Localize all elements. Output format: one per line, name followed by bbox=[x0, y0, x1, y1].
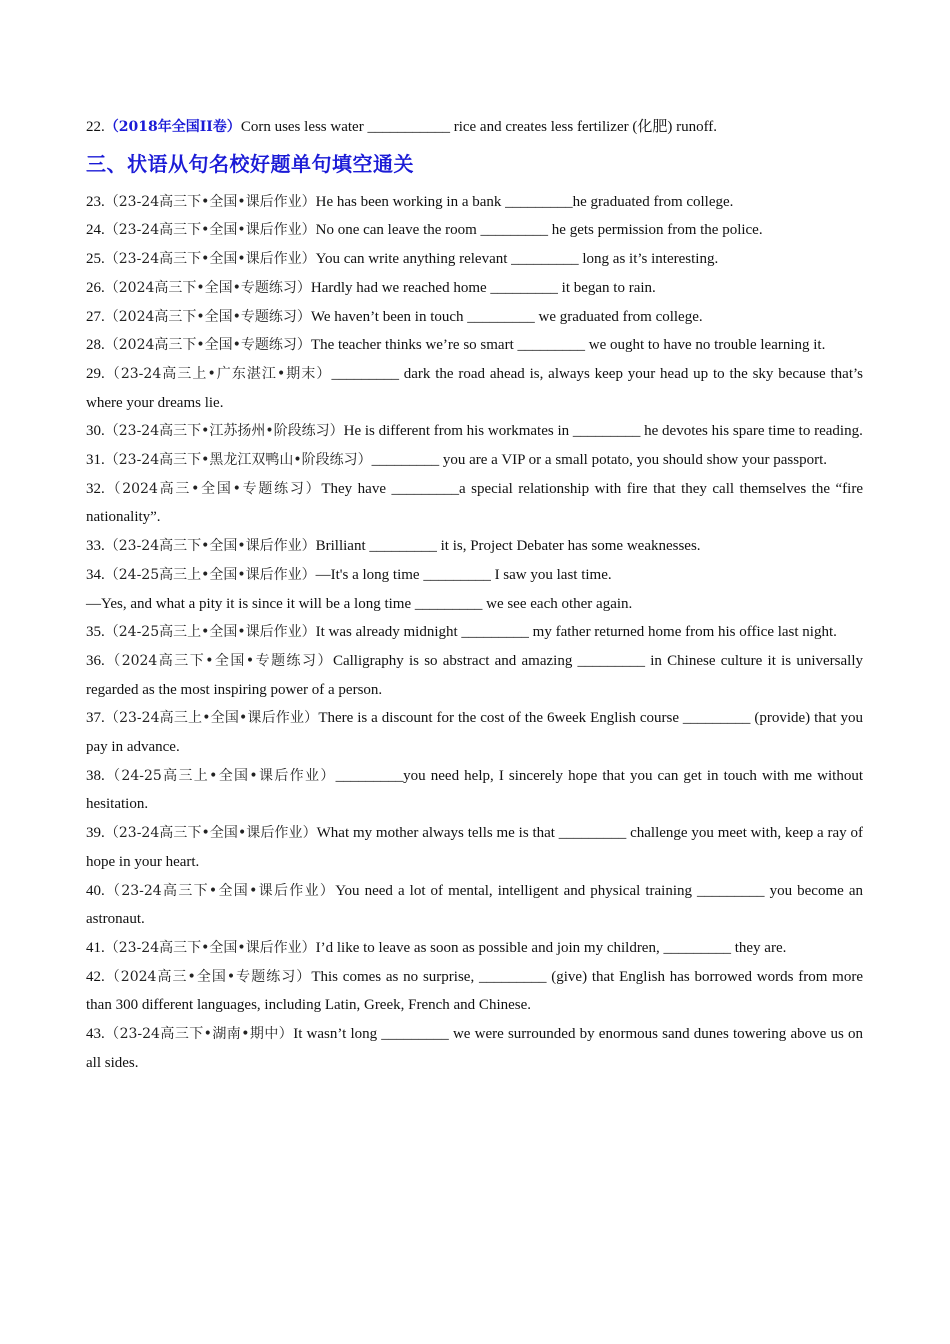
question-39 bbox=[86, 819, 863, 876]
question-text: Brilliant _________ it is, Project Debater has some weaknesses. bbox=[315, 538, 701, 555]
question-number: 39. bbox=[86, 825, 105, 842]
question-37 bbox=[86, 704, 863, 761]
question-number: 22. bbox=[86, 119, 105, 135]
question-source: （24-25高三上•全国•课后作业） bbox=[104, 767, 336, 784]
question-43 bbox=[86, 1020, 863, 1077]
question-29 bbox=[86, 360, 863, 417]
question-34 bbox=[86, 561, 863, 590]
question-text: Calligraphy is so abstract and amazing _________ in Chinese culture it is universally regarded as the most inspiring power of a person. bbox=[86, 652, 863, 698]
question-source: （23-24高三下•江苏扬州•阶段练习） bbox=[104, 423, 344, 440]
question-34-reply bbox=[86, 590, 863, 619]
question-source: （23-24高三下•湖南•期中） bbox=[104, 1026, 294, 1043]
question-31 bbox=[86, 446, 863, 475]
question-text: —It's a long time _________ I saw you last time. bbox=[315, 566, 612, 583]
question-number: 26. bbox=[86, 279, 105, 296]
question-32 bbox=[86, 475, 863, 532]
question-text: What my mother always tells me is that _________ challenge you meet with, keep a ray of hope in your heart. bbox=[86, 825, 863, 870]
question-number: 30. bbox=[86, 423, 105, 440]
document-page bbox=[86, 113, 863, 1078]
question-number: 37. bbox=[86, 710, 105, 727]
question-27 bbox=[86, 303, 863, 332]
question-number: 28. bbox=[86, 337, 105, 354]
question-text: I’d like to leave as soon as possible and join my children, _________ they are. bbox=[315, 939, 787, 956]
question-text: You need a lot of mental, intelligent and physical training _________ you become an astronaut. bbox=[86, 882, 864, 928]
question-text: You can write anything relevant _________ long as it’s interesting. bbox=[315, 251, 719, 268]
question-text: _________ you are a VIP or a small potato, you should show your passport. bbox=[371, 452, 827, 469]
question-source: （2024高三•全国•专题练习） bbox=[104, 480, 322, 497]
question-text: It wasn’t long _________ we were surrounded by enormous sand dunes towering above us on all sides. bbox=[86, 1026, 863, 1071]
question-source: （24-25高三上•全国•课后作业） bbox=[104, 624, 316, 641]
question-number: 32. bbox=[86, 480, 105, 497]
question-40 bbox=[86, 877, 863, 934]
question-number: 34. bbox=[86, 566, 105, 583]
question-source: （23-24高三下•全国•课后作业） bbox=[104, 538, 316, 555]
question-28 bbox=[86, 331, 863, 360]
question-41 bbox=[86, 934, 863, 963]
question-text: No one can leave the room _________ he gets permission from the police. bbox=[315, 222, 763, 239]
question-text: The teacher thinks we’re so smart _________ we ought to have no trouble learning it. bbox=[310, 337, 826, 354]
question-number: 31. bbox=[86, 452, 105, 469]
question-source: （23-24高三上•广东湛江•期末） bbox=[104, 365, 332, 382]
question-text: —Yes, and what a pity it is since it will be a long time _________ we see each other again. bbox=[86, 595, 633, 612]
question-35 bbox=[86, 618, 863, 647]
question-number: 36. bbox=[86, 652, 105, 669]
question-number: 27. bbox=[86, 308, 105, 325]
question-source: （23-24高三下•黑龙江双鸭山•阶段练习） bbox=[104, 452, 372, 469]
question-number: 25. bbox=[86, 251, 105, 268]
question-source: （23-24高三下•全国•课后作业） bbox=[104, 939, 316, 956]
question-number: 23. bbox=[86, 193, 105, 210]
question-number: 42. bbox=[86, 968, 105, 985]
question-source: （24-25高三上•全国•课后作业） bbox=[104, 566, 316, 583]
question-source: （23-24高三下•全国•课后作业） bbox=[104, 222, 316, 239]
question-number: 35. bbox=[86, 624, 105, 641]
question-30 bbox=[86, 417, 863, 446]
question-text: We haven’t been in touch _________ we graduated from college. bbox=[310, 308, 703, 325]
question-source: （23-24高三上•全国•课后作业） bbox=[104, 710, 319, 727]
question-number: 43. bbox=[86, 1026, 105, 1043]
question-33 bbox=[86, 532, 863, 561]
question-text: There is a discount for the cost of the 6week English course _________ (provide) that you pay in advance. bbox=[86, 710, 864, 756]
question-text: Hardly had we reached home _________ it began to rain. bbox=[310, 279, 656, 296]
question-text: Corn uses less water ___________ rice and creates less fertilizer (化肥) runoff. bbox=[240, 119, 718, 135]
question-25 bbox=[86, 245, 863, 274]
question-number: 33. bbox=[86, 538, 105, 555]
question-text: He has been working in a bank _________he graduated from college. bbox=[315, 193, 734, 210]
question-source: （2024高三下•全国•专题练习） bbox=[104, 652, 333, 669]
question-22 bbox=[86, 113, 863, 142]
question-number: 24. bbox=[86, 222, 105, 239]
question-source: （23-24高三下•全国•课后作业） bbox=[104, 882, 336, 899]
question-source: （2024高三•全国•专题练习） bbox=[104, 968, 312, 985]
question-text: _________ dark the road ahead is, always keep your head up to the sky because that’s where your dreams lie. bbox=[86, 365, 863, 411]
question-source: （2018年全国II卷） bbox=[104, 119, 241, 135]
question-text: This comes as no surprise, _________ (give) that English has borrowed words from more than 300 different languages, including Latin, Greek, French and Chinese. bbox=[86, 968, 863, 1014]
question-text: He is different from his workmates in _________ he devotes his spare time to reading. bbox=[343, 423, 863, 440]
question-26 bbox=[86, 274, 863, 303]
question-text: It was already midnight _________ my father returned home from his office last night. bbox=[315, 624, 837, 641]
question-source: （2024高三下•全国•专题练习） bbox=[104, 279, 311, 296]
question-text: They have _________a special relationship with fire that they call themselves the “fire nationality”. bbox=[86, 480, 863, 526]
question-number: 29. bbox=[86, 365, 105, 382]
question-38 bbox=[86, 762, 863, 819]
question-source: （23-24高三下•全国•课后作业） bbox=[104, 825, 317, 842]
question-source: （2024高三下•全国•专题练习） bbox=[104, 308, 311, 325]
question-source: （23-24高三下•全国•课后作业） bbox=[104, 193, 316, 210]
question-number: 41. bbox=[86, 939, 105, 956]
question-36 bbox=[86, 647, 863, 704]
question-number: 38. bbox=[86, 767, 105, 784]
section-heading: 三、状语从句名校好题单句填空通关 bbox=[86, 151, 414, 176]
question-number: 40. bbox=[86, 882, 105, 899]
question-text: _________you need help, I sincerely hope that you can get in touch with me without hesitation. bbox=[86, 767, 864, 813]
question-source: （23-24高三下•全国•课后作业） bbox=[104, 251, 316, 268]
question-23 bbox=[86, 188, 863, 217]
question-24 bbox=[86, 216, 863, 245]
question-42 bbox=[86, 963, 863, 1020]
question-source: （2024高三下•全国•专题练习） bbox=[104, 337, 311, 354]
